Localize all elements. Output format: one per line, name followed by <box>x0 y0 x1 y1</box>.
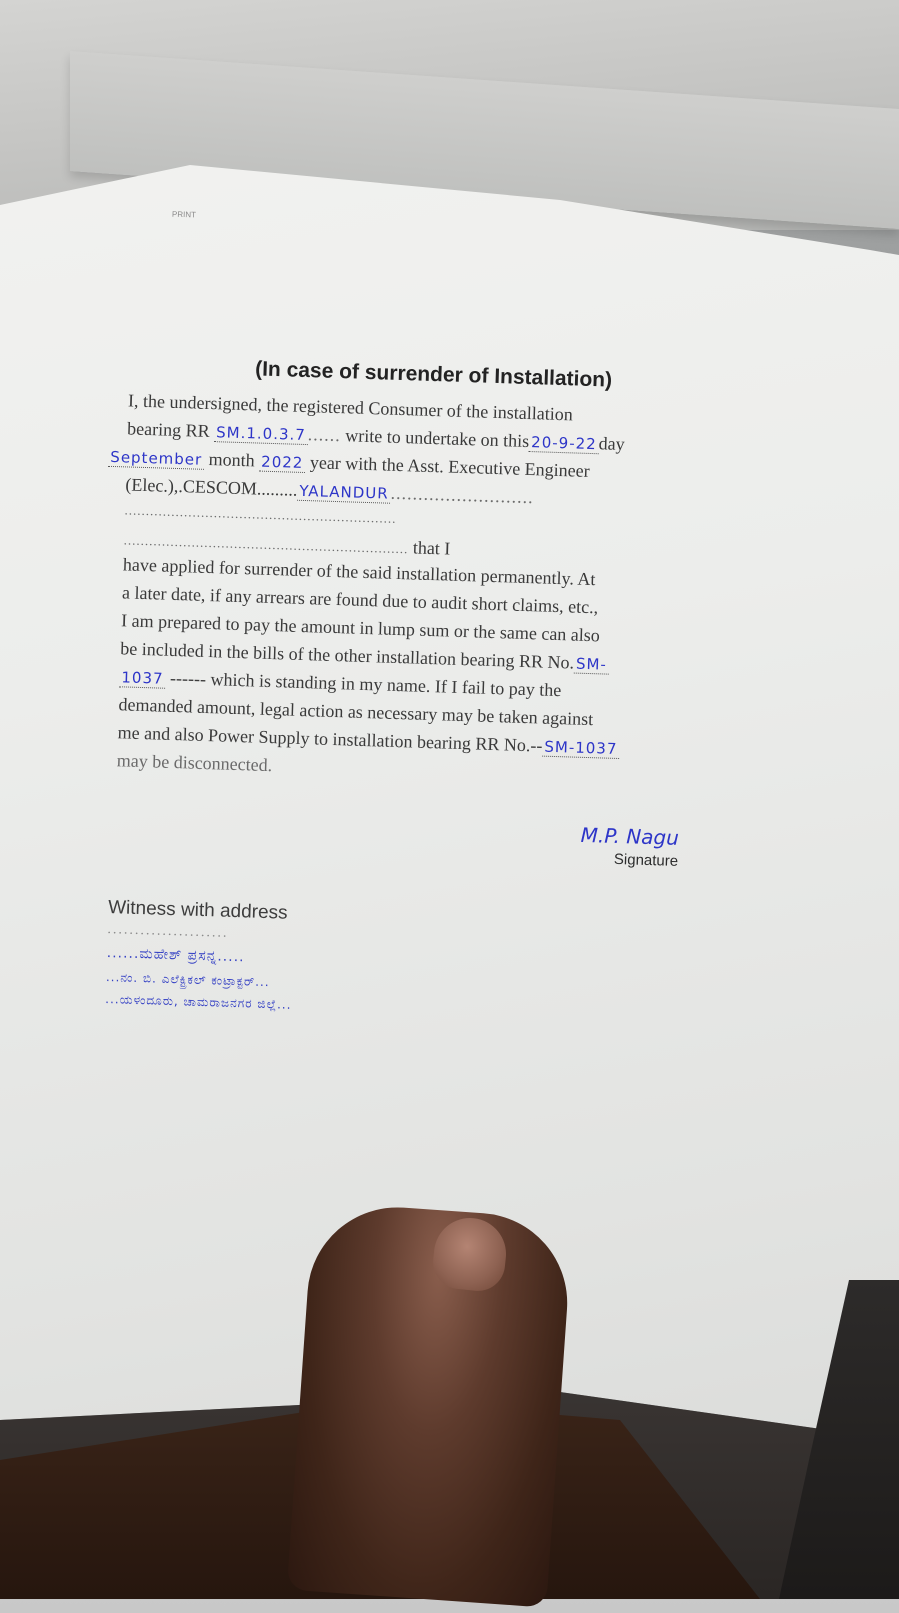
handwritten-month-name: September <box>108 448 204 470</box>
line-4-dots: .......................... <box>390 482 534 508</box>
line-6-post: that I <box>408 537 451 559</box>
witness-stamp-address: ...ಯಳಂದೂರು, ಚಾಮರಾಜನಗರ ಜಿಲ್ಲೆ... <box>105 992 292 1012</box>
paragraph-line-7: have applied for surrender of the said installation permanently. At <box>122 554 596 590</box>
line-6-dots: ................................................................... <box>123 532 409 557</box>
handwritten-rr-no-2a: SM- <box>574 655 609 675</box>
line-11-post: ------ which is standing in my name. If I fail to pay the <box>165 667 562 701</box>
line-2-dots: ...... <box>307 424 342 446</box>
paragraph-line-4 <box>125 474 534 508</box>
handwritten-year: 2022 <box>259 453 306 473</box>
handwritten-day: 20-9-22 <box>529 433 599 454</box>
line-4-pre: (Elec.),.CESCOM......... <box>125 474 298 500</box>
handwritten-rr-number: SM.1.0.3.7 <box>214 423 308 445</box>
line-13-pre: me and also Power Supply to installation bearing RR No.-- <box>117 722 543 756</box>
handwritten-rr-no-2b: 1037 <box>119 668 166 688</box>
document-heading: (In case of surrender of Installation) <box>254 357 613 392</box>
paragraph-line-8: a later date, if any arrears are found due to audit short claims, etc., <box>121 582 599 618</box>
paragraph-line-9: I am prepared to pay the amount in lump sum or the same can also <box>120 610 601 646</box>
line-2-end: day <box>598 433 626 455</box>
handwritten-rr-no-3: SM-1037 <box>542 738 620 759</box>
handwritten-signature: M.P. Nagu <box>580 822 680 850</box>
witness-stamp-title: ...ನಂ. ಬಿ. ಎಲೆಕ್ಟ್ರಿಕಲ್ ಕಂಟ್ರಾಕ್ಟರ್... <box>105 970 270 990</box>
paragraph-line-12: demanded amount, legal action as necessary may be taken against <box>118 694 594 730</box>
line-3-post: year with the Asst. Executive Engineer <box>305 452 590 481</box>
line-3-month: month <box>203 448 260 471</box>
paragraph-line-5: ................................................................ <box>124 502 397 526</box>
signature-label: Signature <box>613 850 679 870</box>
line-10-pre: be included in the bills of the other installation bearing RR No. <box>120 638 575 673</box>
line-2-post: write to undertake on this <box>340 425 530 452</box>
line-1-text: I, the undersigned, the registered Consumer of the installation <box>127 390 574 425</box>
top-print-mark: PRINT <box>171 209 197 220</box>
line-2-pre: bearing RR <box>126 418 215 442</box>
witness-stamp-name: ......ಮಹೇಶ್ ಪ್ರಸನ್ನ..... <box>106 945 245 966</box>
witness-label: Witness with address <box>107 897 288 924</box>
witness-dots: ...................... <box>107 922 229 941</box>
thumb <box>287 1201 574 1607</box>
handwritten-location: YALANDUR <box>297 482 391 504</box>
paragraph-line-14: may be disconnected. <box>116 750 273 776</box>
